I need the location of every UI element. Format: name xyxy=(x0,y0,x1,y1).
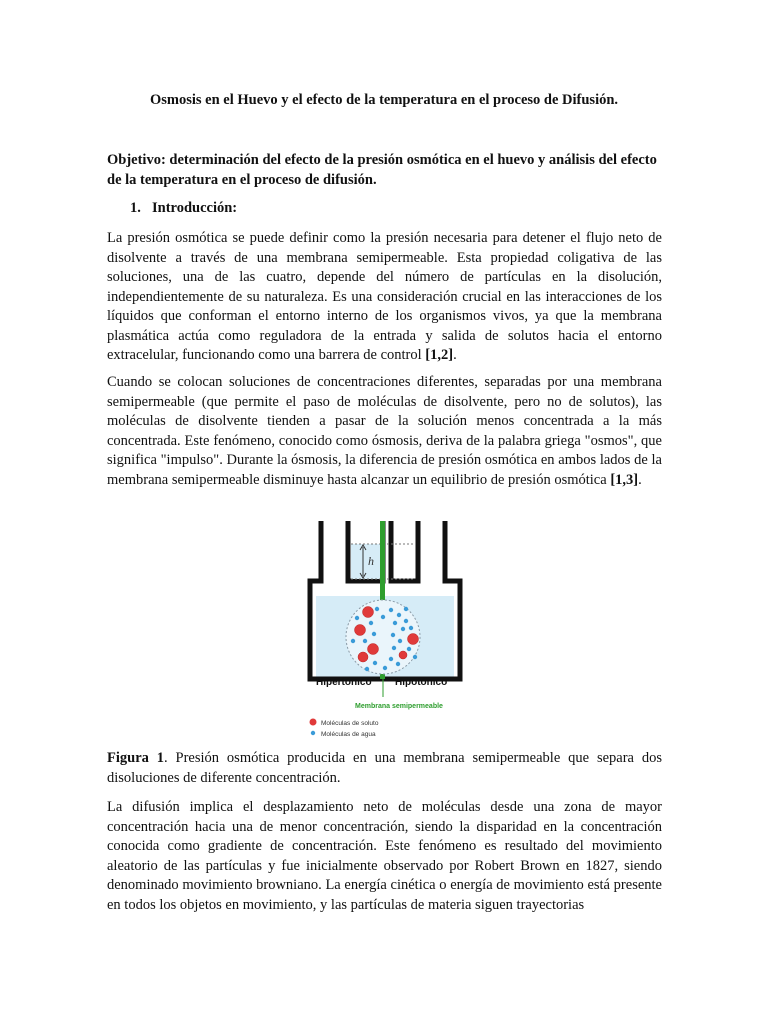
diffusion-paragraph: La difusión implica el desplazamiento neto de moléculas desde una zona de mayor concentración hacia una de menor concentración, siendo la disparidad en la concentración conocida como gradiente de concentración. Este fenómeno es resultado del movimiento aleatorio de las partículas y fue inicialmente observado por Robert Brown en 1827, siendo denominado movimiento browniano. La energía cinética o energía de movimiento está presente en todos los objetos en movimiento, y las partículas de materia siguen trayectorias xyxy=(107,799,662,913)
section-number: 1. xyxy=(130,200,141,216)
intro-paragraph-2 xyxy=(107,373,662,490)
osmosis-diagram xyxy=(305,517,465,743)
citation: [1,2] xyxy=(425,347,454,363)
figure-label: Figura 1 xyxy=(107,750,165,766)
osmosis-figure xyxy=(305,517,465,743)
document-title: Osmosis en el Huevo y el efecto de la temperatura en el proceso de Difusión. xyxy=(149,92,619,108)
hypotonic-label: Hipotónico xyxy=(395,677,448,688)
hypertonic-label: Hipertónico xyxy=(316,677,372,688)
objective-text: Objetivo: determinación del efecto de la presión osmótica en el huevo y análisis del efecto de la temperatura en el proceso de difusión. xyxy=(107,152,657,188)
height-label: h xyxy=(368,554,374,568)
caption-text: . Presión osmótica producida en una membrana semipermeable que separa dos disoluciones de diferente concentración. xyxy=(107,750,663,786)
intro-paragraph-1 xyxy=(107,229,662,366)
paragraph-end: . xyxy=(453,347,457,363)
section-heading xyxy=(130,200,237,217)
membrane-label: Membrana semipermeable xyxy=(355,703,443,710)
section-title: Introducción: xyxy=(152,200,238,216)
paragraph-text: Cuando se colocan soluciones de concentraciones diferentes, separadas por una membrana semipermeable (que permite el paso de moléculas de disolvente, pero no de solutos), las moléculas de disolvente tienden a pasar de la solución menos concentrada a la más concentrada. Este fenómeno, conocido como ósmosis, deriva de la palabra griega "osmos", que significa "impulso". Durante la ósmosis, la diferencia de presión osmótica en ambos lados de la membrana semipermeable disminuye hasta alcanzar un equilibrio de presión osmótica xyxy=(107,374,662,488)
paragraph-end: . xyxy=(638,471,642,488)
legend-water-swatch xyxy=(311,731,315,735)
citation: [1,3] xyxy=(610,471,639,488)
legend-solute-swatch xyxy=(310,719,317,726)
legend-water-label: Moléculas de agua xyxy=(321,731,376,738)
paragraph-text: La presión osmótica se puede definir como la presión necesaria para detener el flujo neto de disolvente a través de una membrana semipermeable. Esta propiedad coligativa de las soluciones, una de las cuatro, depende del número de partículas en la disolución, independientemente de su naturaleza. Es una consideración crucial en las interacciones de los líquidos que conforman el entorno interno de los organismos vivos, ya que la membrana plasmática actúa como reguladora de la entrada y salida de solutos hacia el entorno extracelular, funcionando como una barrera de control xyxy=(107,230,662,363)
legend-solute-label: Moléculas de soluto xyxy=(321,720,379,727)
right-tube xyxy=(391,521,418,581)
figure-caption xyxy=(107,749,662,788)
